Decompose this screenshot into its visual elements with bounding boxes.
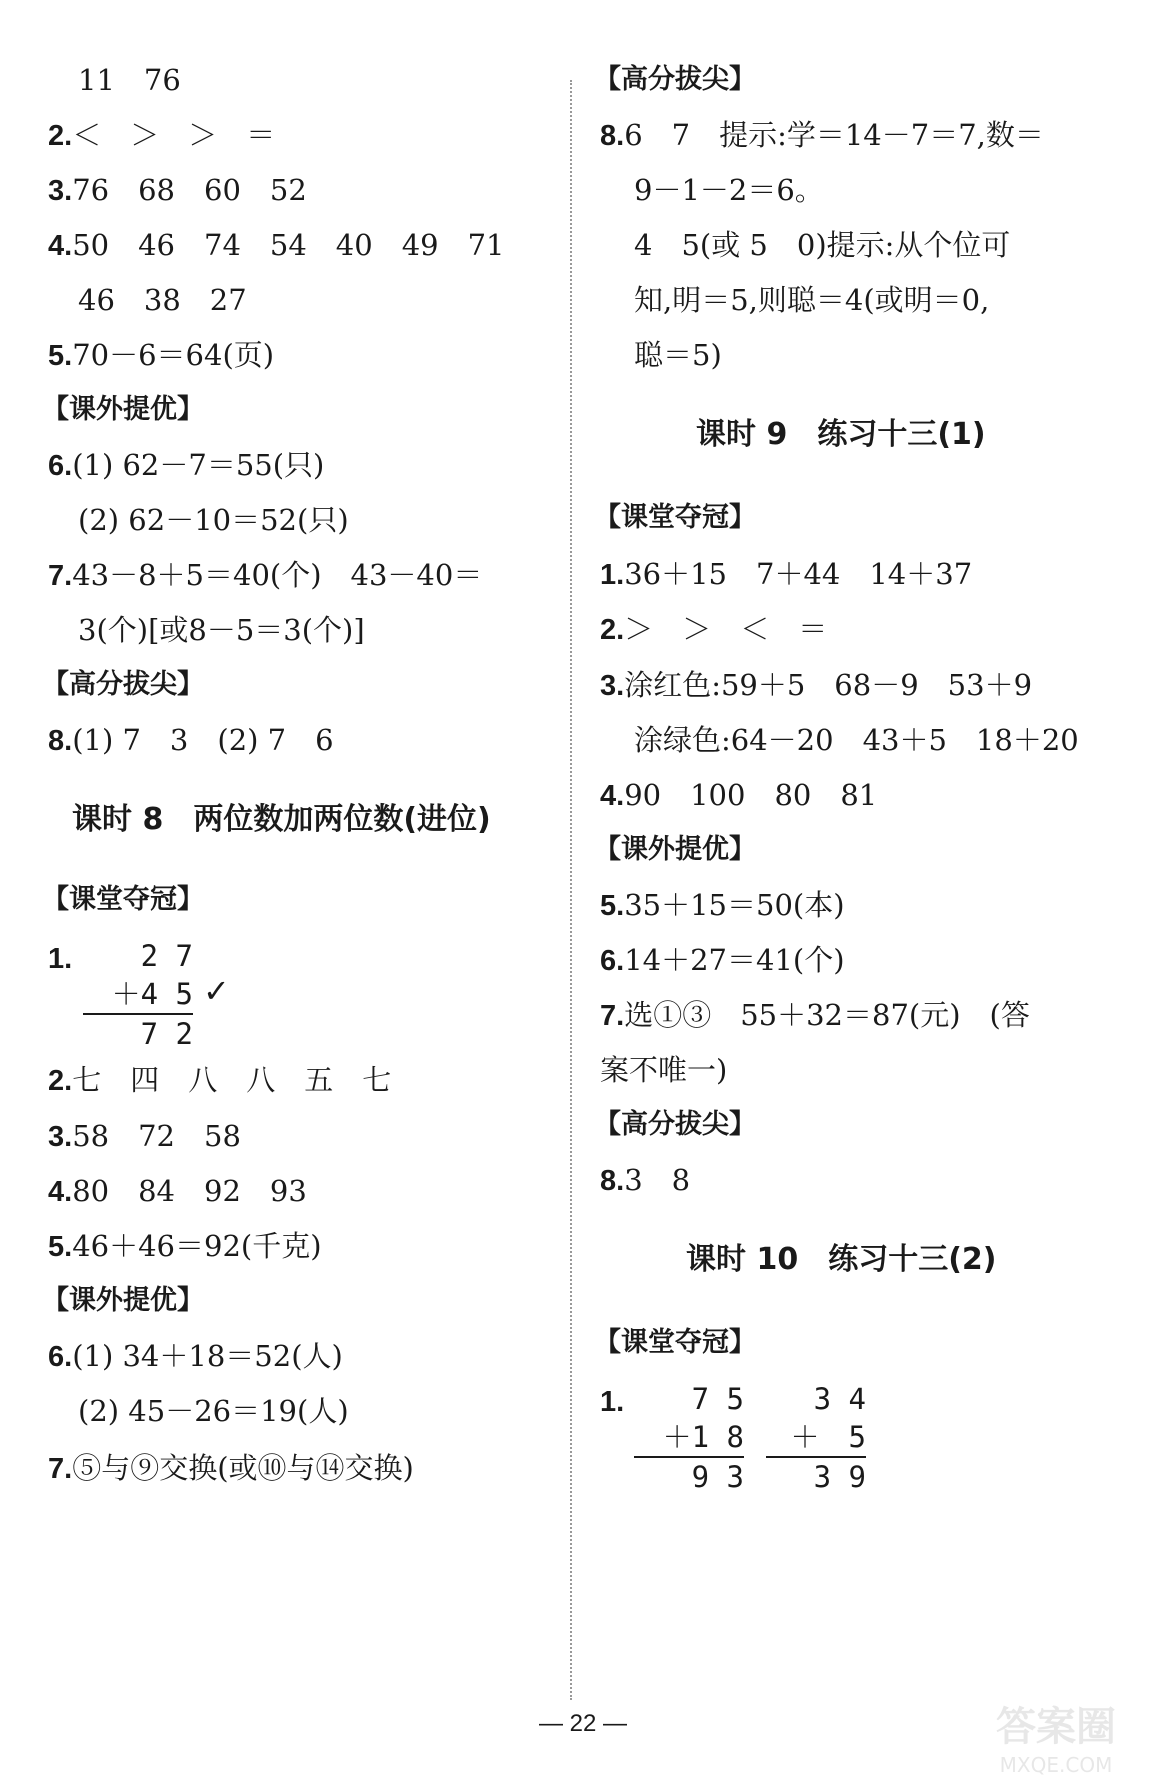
question-number: 8.	[600, 1165, 625, 1197]
question-number: 6.	[48, 450, 73, 482]
answer-text: 70－6＝64(页)	[72, 338, 275, 372]
answer-text: 76 68 60 52	[72, 173, 307, 207]
vertical-calculation	[83, 937, 193, 1053]
answer-text: 3 8	[624, 1163, 691, 1197]
question-number: 2.	[600, 614, 625, 646]
vertical-calculation	[634, 1380, 744, 1496]
question-1	[600, 556, 972, 593]
question-number: 1.	[600, 559, 625, 591]
answer-text: 36＋15 7＋44 14＋37	[624, 557, 973, 591]
question-number: 4.	[48, 1176, 73, 1208]
answer-text: ⑤与⑨交换(或⑩与⑭交换)	[72, 1451, 414, 1485]
question-number: 1.	[600, 1386, 625, 1418]
question-8	[48, 722, 334, 759]
question-4	[48, 1173, 307, 1210]
watermark-logo	[966, 1692, 1146, 1782]
column-divider	[570, 80, 572, 1700]
calc-top: 3 4	[813, 1382, 866, 1416]
question-number: 3.	[600, 670, 625, 702]
answer-line: 4 5(或 5 0)提示:从个位可	[634, 228, 1011, 262]
calc-addend: ＋4 5	[111, 977, 193, 1011]
section-heading: 【高分拔尖】	[594, 1109, 756, 1140]
check-mark: ✓	[203, 972, 230, 1010]
question-5	[48, 337, 274, 374]
question-6	[48, 447, 324, 484]
section-heading: 【高分拔尖】	[42, 669, 204, 700]
answer-line: 9－1－2＝6。	[634, 173, 824, 207]
answer-text: (1) 34＋18＝52(人)	[72, 1339, 343, 1373]
answer-text: 七 四 八 八 五 七	[72, 1063, 392, 1097]
answer-text: 58 72 58	[72, 1119, 241, 1153]
answer-text: 35＋15＝50(本)	[624, 888, 845, 922]
calc-result: 9 3	[634, 1456, 744, 1496]
question-number: 7.	[48, 1453, 73, 1485]
lesson-title: 课时 10 练习十三(2)	[686, 1242, 997, 1277]
answer-line: 11 76	[78, 63, 181, 97]
answer-text: 14＋27＝41(个)	[624, 943, 845, 977]
question-5	[600, 887, 845, 924]
section-heading: 【课外提优】	[42, 394, 204, 425]
section-heading: 【课堂夺冠】	[42, 884, 204, 915]
question-7	[600, 997, 1030, 1034]
question-number: 4.	[600, 780, 625, 812]
question-3	[48, 1118, 241, 1155]
answer-text: ＞ ＞ ＜ ＝	[624, 612, 828, 646]
answer-text: 6 7 提示:学＝14－7＝7,数＝	[624, 118, 1044, 152]
answer-text: ＜ ＞ ＞ ＝	[72, 118, 276, 152]
answer-line: 46 38 27	[78, 283, 247, 317]
question-8	[600, 117, 1044, 154]
section-heading: 【课外提优】	[42, 1285, 204, 1316]
vertical-calculation	[766, 1380, 866, 1496]
answer-text: 50 46 74 54 40 49 71	[72, 228, 505, 262]
question-number: 2.	[48, 1065, 73, 1097]
lesson-title: 课时 8 两位数加两位数(进位)	[72, 802, 491, 837]
answer-text: (1) 7 3 (2) 7 6	[72, 723, 334, 757]
question-1	[48, 940, 72, 977]
question-1	[600, 1383, 624, 1420]
question-number: 8.	[600, 120, 625, 152]
question-number: 5.	[48, 340, 73, 372]
answer-line: 案不唯一)	[600, 1053, 728, 1087]
question-number: 2.	[48, 120, 73, 152]
section-heading: 【课堂夺冠】	[594, 502, 756, 533]
question-8	[600, 1162, 690, 1199]
question-number: 5.	[600, 890, 625, 922]
answer-text: 涂红色:59＋5 68－9 53＋9	[624, 668, 1033, 702]
question-2	[48, 1062, 391, 1099]
question-3	[600, 667, 1032, 704]
question-number: 3.	[48, 175, 73, 207]
question-3	[48, 172, 307, 209]
question-7	[48, 1450, 414, 1487]
question-number: 3.	[48, 1121, 73, 1153]
question-number: 1.	[48, 943, 73, 975]
question-4	[600, 777, 877, 814]
section-heading: 【高分拔尖】	[594, 64, 756, 95]
question-7	[48, 557, 482, 594]
calc-result: 3 9	[766, 1456, 866, 1496]
question-number: 5.	[48, 1231, 73, 1263]
answer-line: 涂绿色:64－20 43＋5 18＋20	[634, 723, 1079, 757]
section-heading: 【课外提优】	[594, 834, 756, 865]
page-number: — 22 —	[538, 1710, 628, 1737]
watermark-url: MXQE.COM	[999, 1753, 1113, 1777]
answer-line: (2) 45－26＝19(人)	[78, 1394, 349, 1428]
calc-addend: ＋ 5	[790, 1420, 866, 1454]
calc-result: 7 2	[83, 1013, 193, 1053]
question-5	[48, 1228, 322, 1265]
question-4	[48, 227, 505, 264]
question-6	[48, 1338, 343, 1375]
question-number: 8.	[48, 725, 73, 757]
answer-line: 3(个)[或8－5＝3(个)]	[78, 613, 365, 647]
answer-text: 选①③ 55＋32＝87(元) (答	[624, 998, 1030, 1032]
question-2	[600, 611, 827, 648]
question-number: 7.	[48, 560, 73, 592]
answer-line: 聪＝5)	[634, 338, 722, 372]
answer-text: (1) 62－7＝55(只)	[72, 448, 325, 482]
calc-top: 2 7	[140, 939, 193, 973]
answer-text: 90 100 80 81	[624, 778, 878, 812]
answer-text: 46＋46＝92(千克)	[72, 1229, 322, 1263]
answer-line: (2) 62－10＝52(只)	[78, 503, 349, 537]
answer-line: 知,明＝5,则聪＝4(或明＝0,	[634, 283, 990, 317]
calc-top: 7 5	[691, 1382, 744, 1416]
question-6	[600, 942, 845, 979]
question-number: 6.	[48, 1341, 73, 1373]
question-number: 4.	[48, 230, 73, 262]
question-number: 7.	[600, 1000, 625, 1032]
lesson-title: 课时 9 练习十三(1)	[696, 417, 986, 452]
question-number: 6.	[600, 945, 625, 977]
calc-addend: ＋1 8	[662, 1420, 744, 1454]
watermark-text: 答案圈	[996, 1704, 1116, 1750]
answer-text: 80 84 92 93	[72, 1174, 307, 1208]
question-2	[48, 117, 275, 154]
answer-text: 43－8＋5＝40(个) 43－40＝	[72, 558, 483, 592]
section-heading: 【课堂夺冠】	[594, 1327, 756, 1358]
